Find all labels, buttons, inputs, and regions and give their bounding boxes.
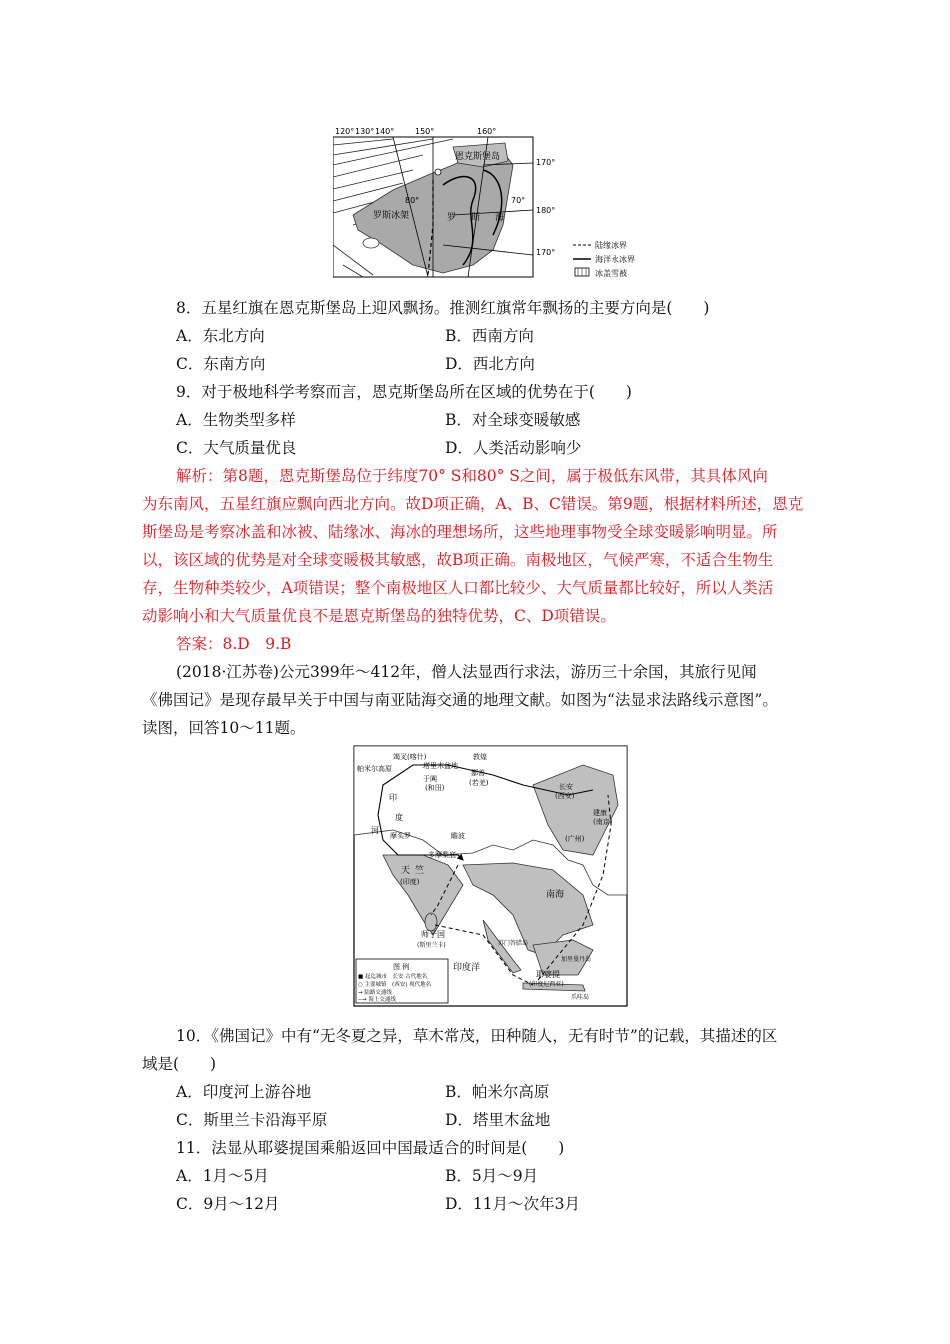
lat-label: 170°: [536, 248, 556, 257]
lat-inner-label: 70°: [511, 196, 526, 205]
analysis-line: 存，生物种类较少，A项错误；整个南极地区人口都比较少、大气质量都比较好，所以人类活: [142, 579, 774, 597]
q10-option-d: D．塔里木盆地: [445, 1111, 551, 1129]
place-label: 竺: [415, 866, 425, 876]
place-label: 印: [389, 793, 397, 802]
sea-label: 海: [495, 213, 505, 223]
q11-option-c: C．9月～12月: [176, 1195, 280, 1213]
lon-label: 130°: [355, 127, 375, 136]
q11-option-d: D．11月～次年3月: [445, 1195, 581, 1213]
place-label: 加里曼丹岛: [561, 956, 592, 963]
place-label: 耶婆提: [536, 970, 560, 979]
place-label: 师子国: [421, 930, 445, 939]
q8-option-d: D．西北方向: [445, 355, 535, 373]
place-label: 帕米尔高原: [357, 765, 392, 773]
place-label: 建康: [593, 809, 607, 817]
place-label: 印度洋: [453, 963, 481, 973]
place-label: 天: [401, 866, 411, 876]
q10-stem: 10．《佛国记》中有“无冬夏之异，草木常茂，田种随人，无有时节”的记载，其描述的区: [176, 1027, 778, 1045]
sea-label: 罗: [447, 213, 457, 223]
q9-stem: 9．对于极地科学考察而言，恩克斯堡岛所在区域的优势在于( ): [176, 383, 632, 401]
ice-shelf-label: 罗斯冰架: [373, 211, 410, 221]
intro-line: 《佛国记》是现存最早关于中国与南亚陆海交通的地理文献。如图为“法显求法路线示意图”。: [142, 691, 778, 709]
q10-stem: 域是( ): [142, 1055, 217, 1073]
answer-line: 答案：8.D 9.B: [176, 635, 292, 653]
lon-label: 140°: [375, 127, 395, 136]
analysis-line: 斯堡岛是考察冰盖和冰被、陆缘冰、海冰的理想场所，这些地理事物受全球变暖影响明显。所: [142, 523, 778, 541]
lat-label: 170°: [536, 158, 556, 167]
q8-option-c: C．东南方向: [176, 355, 266, 373]
analysis-line: 以，该区域的优势是对全球变暖极其敏感，故B项正确。南极地区，气候严寒，不适合生物生: [142, 551, 774, 569]
intro-line: (2018·江苏卷)公元399年～412年，僧人法显西行求法，游历三十余国，其旅行见闻: [176, 663, 757, 681]
legend-item: --→ 海上交通线: [358, 997, 396, 1003]
place-label: (若羌): [469, 779, 489, 787]
place-label: 爪哇岛: [571, 994, 590, 1001]
place-label: 苏门答腊岛: [498, 940, 529, 947]
intro-line: 读图，回答10～11题。: [142, 719, 306, 737]
analysis-line: [176, 465, 768, 487]
legend-item: 陆缘冰界: [595, 241, 627, 250]
q8-stem: 8．五星红旗在恩克斯堡岛上迎风飘扬。推测红旗常年飘扬的主要方向是( ): [176, 299, 710, 317]
place-label: (南京): [593, 818, 613, 826]
lon-label: 120°: [335, 127, 355, 136]
place-label: (和田): [425, 784, 445, 792]
place-label: (印度尼西亚): [529, 981, 564, 988]
lon-label: 150°: [415, 127, 435, 136]
place-label: 于阗: [423, 775, 437, 783]
place-label: (印度): [400, 878, 420, 886]
sea-label: 斯: [471, 213, 481, 223]
q9-option-c: C．大气质量优良: [176, 439, 297, 457]
q9-option-d: D．人类活动影响少: [445, 439, 582, 457]
legend-item: 海洋永冰界: [595, 255, 635, 264]
q10-option-c: C．斯里兰卡沿海平原: [176, 1111, 328, 1129]
q9-option-a: A．生物类型多样: [176, 411, 296, 429]
legend-item: ■ 起迄城市 长安 古代地名: [358, 974, 428, 980]
place-label: 竭叉(喀什): [393, 753, 427, 761]
analysis-label: 解析: [176, 467, 208, 485]
faxian-route-map: [353, 745, 628, 1007]
legend-item: 冰盖雪被: [595, 269, 627, 278]
island-label: 恩克斯堡岛: [455, 152, 501, 162]
legend-title: 图 例: [393, 963, 410, 971]
q8-option-a: A．东北方向: [176, 327, 265, 345]
place-label: 河: [371, 826, 379, 835]
q11-option-a: A．1月～5月: [176, 1167, 269, 1185]
place-label: 度: [395, 813, 403, 822]
analysis-text: ：第8题，恩克斯堡岛位于纬度70° S和80° S之间，属于极低东风带，其具体风向: [207, 467, 768, 485]
q8-option-b: B．西南方向: [445, 327, 534, 345]
legend-item: ○ 主要城镇 (西安) 现代地名: [358, 982, 432, 988]
place-label: (广州): [565, 835, 585, 843]
q10-option-a: A．印度河上游谷地: [176, 1083, 312, 1101]
analysis-line: 为东南风，五星红旗应飘向西北方向。故D项正确，A、B、C错误。第9题，根据材料所述，恩克: [142, 495, 804, 513]
legend-item: → 陆路交通线: [358, 990, 392, 996]
lat-label: 180°: [536, 206, 556, 215]
place-label: 多摩梨底: [428, 851, 456, 859]
place-label: 瞻波: [451, 832, 465, 840]
place-label: 南海: [546, 890, 565, 900]
q9-option-b: B．对全球变暖敏感: [445, 411, 581, 429]
lon-label: 160°: [477, 127, 497, 136]
ross-sea-map: [333, 125, 643, 280]
place-label: 鄯善: [471, 769, 485, 777]
place-label: 摩头罗: [390, 832, 411, 840]
q10-option-b: B．帕米尔高原: [445, 1083, 550, 1101]
place-label: (西安): [555, 792, 575, 800]
place-label: 长安: [559, 783, 573, 791]
lat-inner-label: 80°: [405, 196, 420, 205]
analysis-line: 动影响小和大气质量优良不是恩克斯堡岛的独特优势，C、D项错误。: [142, 607, 616, 625]
place-label: 敦煌: [473, 753, 487, 761]
place-label: 塔里木盆地: [423, 762, 458, 770]
q11-option-b: B．5月～9月: [445, 1167, 539, 1185]
q11-stem: 11．法显从耶婆提国乘船返回中国最适合的时间是( ): [176, 1139, 565, 1157]
place-label: (斯里兰卡): [417, 942, 446, 949]
